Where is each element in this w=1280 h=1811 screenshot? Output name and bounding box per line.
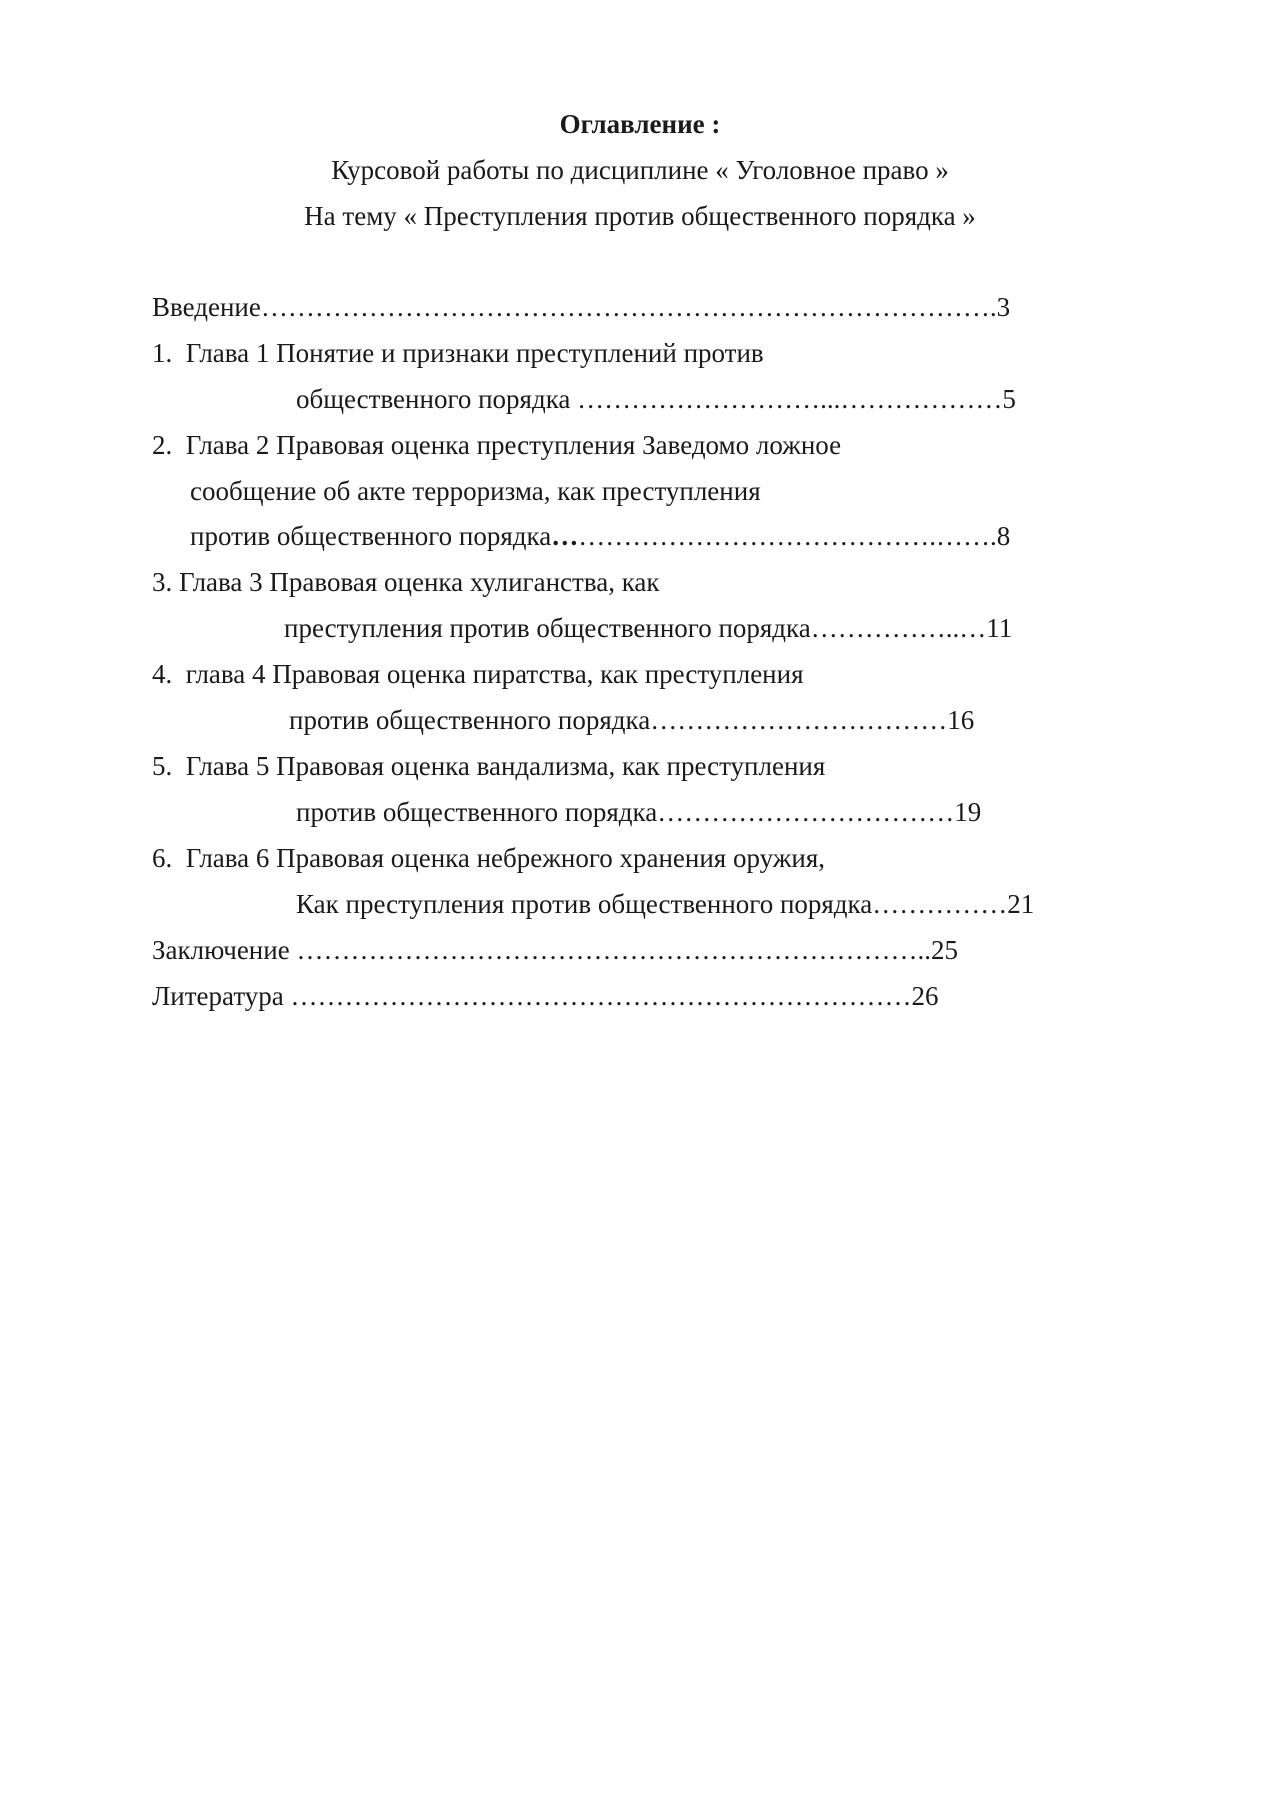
toc-entry-conclusion: Заключение ……………………………………………………………..25 — [152, 935, 958, 965]
toc-entry-intro: Введение……………………………………………………………………….3 — [152, 292, 1011, 322]
topic-subtitle: На тему « Преступления против общественного порядка » — [304, 201, 976, 231]
toc-entry-literature: Литература ……………………………………………………………26 — [152, 981, 939, 1011]
toc-entry-chapter-2-leader: ………………………………….…….8 — [578, 521, 1011, 551]
toc-entry-chapter-3-line-2: преступления против общественного порядка……………..…11 — [284, 613, 1013, 643]
toc-entry-chapter-5-line-1: 5. Глава 5 Правовая оценка вандализма, как преступления — [152, 751, 826, 781]
toc-entry-chapter-1-line-1: 1. Глава 1 Понятие и признаки преступлений против — [152, 338, 764, 368]
toc-entry-chapter-1-line-2: общественного порядка ………………………...………………5 — [296, 384, 1016, 414]
toc-entry-chapter-3-line-1: 3. Глава 3 Правовая оценка хулиганства, как — [152, 567, 660, 597]
toc-entry-chapter-2-ellipsis: … — [551, 521, 579, 551]
toc-entry-chapter-6-line-2: Как преступления против общественного порядка……………21 — [296, 889, 1035, 919]
toc-title: Оглавление : — [559, 109, 721, 139]
toc-entry-chapter-4-line-1: 4. глава 4 Правовая оценка пиратства, как преступления — [152, 659, 804, 689]
toc-entry-chapter-4-line-2: против общественного порядка……………………………16 — [289, 705, 975, 735]
toc-entry-chapter-5-line-2: против общественного порядка……………………………19 — [296, 797, 982, 827]
course-subtitle: Курсовой работы по дисциплине « Уголовное право » — [331, 155, 949, 185]
toc-entry-chapter-6-line-1: 6. Глава 6 Правовая оценка небрежного хранения оружия, — [152, 843, 826, 873]
toc-entry-chapter-2-line-3-text: против общественного порядка — [190, 521, 552, 551]
toc-entry-chapter-2-line-1: 2. Глава 2 Правовая оценка преступления Заведомо ложное — [152, 430, 842, 460]
toc-entry-chapter-2-line-2: сообщение об акте терроризма, как преступления — [190, 476, 761, 506]
toc-entry-chapter-2-line-3 — [190, 523, 1010, 550]
